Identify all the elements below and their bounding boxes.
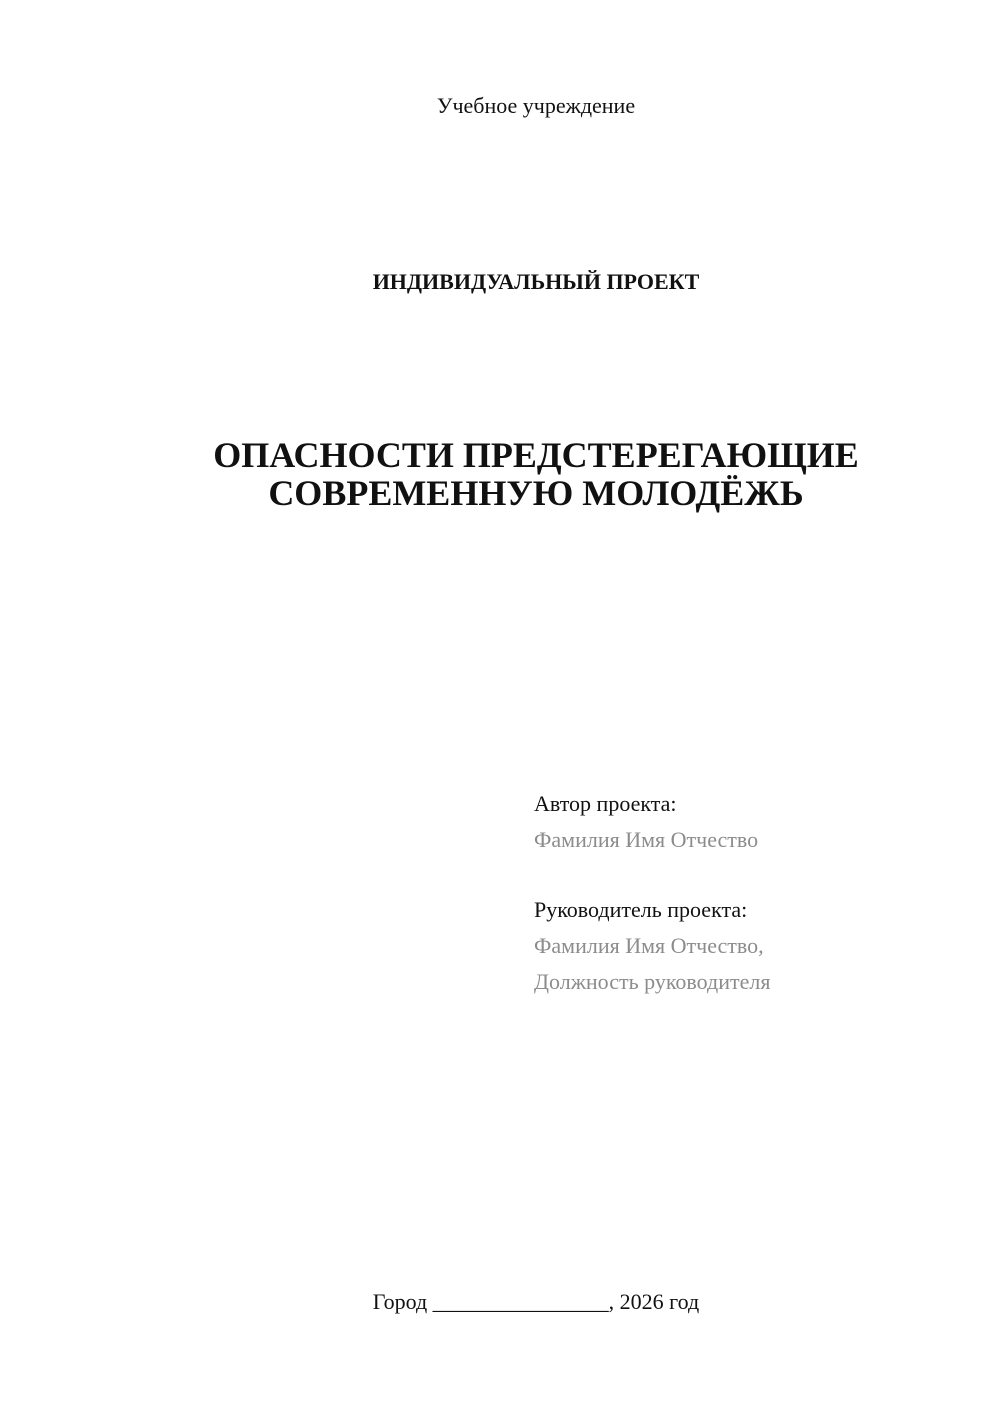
project-title-line-1: ОПАСНОСТИ ПРЕДСТЕРЕГАЮЩИЕ <box>213 435 859 475</box>
supervisor-block <box>534 892 770 1000</box>
project-title-line-2: СОВРЕМЕННУЮ МОЛОДЁЖЬ <box>268 473 804 513</box>
document-type: ИНДИВИДУАЛЬНЫЙ ПРОЕКТ <box>372 269 700 294</box>
author-block <box>534 786 758 858</box>
project-title <box>0 436 1000 512</box>
supervisor-label: Руководитель проекта: <box>534 897 748 922</box>
supervisor-position: Должность руководителя <box>534 969 771 994</box>
city-year-line: Город ________________, 2026 год <box>372 1289 700 1314</box>
author-label: Автор проекта: <box>534 791 677 816</box>
author-name: Фамилия Имя Отчество <box>534 827 759 852</box>
supervisor-name: Фамилия Имя Отчество, <box>534 933 764 958</box>
institution-name: Учебное учреждение <box>436 93 636 118</box>
